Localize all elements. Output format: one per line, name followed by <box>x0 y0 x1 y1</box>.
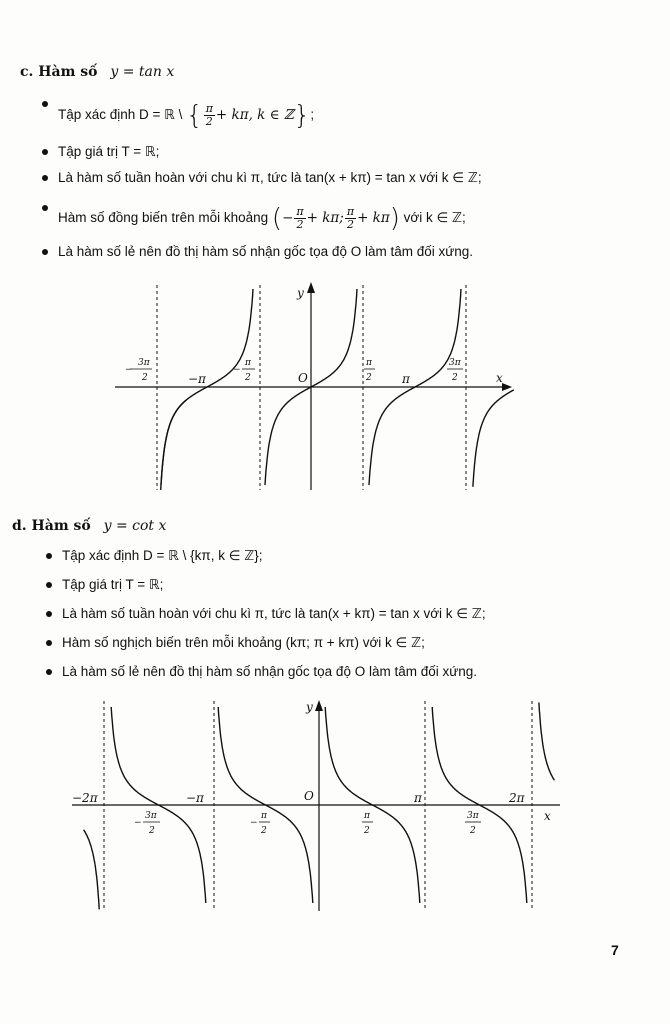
tick-neg-pi-2-minus: − <box>233 365 241 375</box>
tick-neg-pi: −π <box>188 372 206 386</box>
domain-suffix: ; <box>310 107 315 122</box>
fraction-num: π <box>205 101 213 115</box>
y-axis-arrow <box>315 700 323 711</box>
interval-start-fraction <box>294 206 305 231</box>
odd-text: Là hàm số lẻ nên đồ thị hàm số nhận gốc tọa độ O làm tâm đối xứng. <box>58 244 474 259</box>
brace-open-glyph: { <box>186 100 203 131</box>
list-item-monotone <box>44 633 644 653</box>
domain-set-rest: + kπ, k ∈ ℤ <box>215 107 294 123</box>
tick-neg-pi: −π <box>186 791 204 805</box>
heading-label: c. Hàm số <box>20 64 98 80</box>
tick-neg-3pi-2-den: 2 <box>149 826 155 836</box>
list-item-periodic <box>44 604 644 624</box>
tick-neg-pi-2-minus: − <box>250 818 258 828</box>
function-formula: y = tan x <box>110 64 175 80</box>
fraction-den: 2 <box>296 217 304 231</box>
tick-3pi-2-den: 2 <box>452 373 458 383</box>
page-number: 7 <box>611 942 619 958</box>
tick-neg-pi-2-den: 2 <box>245 373 251 383</box>
domain-text: Tập xác định D = ℝ \ {kπ, k ∈ ℤ}; <box>62 548 263 563</box>
range-text: Tập giá trị T = ℝ; <box>58 144 160 159</box>
tick-neg-3pi-2-den: 2 <box>142 373 148 383</box>
tick-pi-2-num: π <box>366 358 372 368</box>
tick-pi-2-den: 2 <box>364 826 370 836</box>
tick-neg-2pi: −2π <box>72 791 98 805</box>
cot-properties-list <box>44 546 644 682</box>
tick-neg-3pi-2-num: 3π <box>145 811 157 821</box>
tick-3pi-2-num: 3π <box>449 358 461 368</box>
tick-2pi: 2π <box>509 791 525 805</box>
origin-label: O <box>304 789 314 803</box>
tick-neg-3pi-2-minus: − <box>125 365 133 375</box>
list-item-domain <box>44 546 644 566</box>
fraction-num: π <box>296 204 304 218</box>
list-item-range <box>40 142 640 162</box>
interval-end-fraction <box>345 206 356 231</box>
tick-3pi-2-den: 2 <box>470 826 476 836</box>
x-axis-label: x <box>496 371 503 385</box>
list-item-monotone <box>40 198 640 238</box>
y-axis-arrow <box>307 282 315 293</box>
list-item-odd <box>44 662 644 682</box>
periodic-text: Là hàm số tuần hoàn với chu kì π, tức là tan(x + kπ) = tan x với k ∈ ℤ; <box>58 170 482 185</box>
tick-pi: π <box>414 791 422 805</box>
odd-text: Là hàm số lẻ nên đồ thị hàm số nhận gốc tọa độ O làm tâm đối xứng. <box>62 664 478 679</box>
tick-neg-pi-2-den: 2 <box>261 826 267 836</box>
y-axis-label: y <box>306 700 313 714</box>
kpi-glyph-2: + kπ <box>357 210 390 226</box>
heading-label: d. Hàm số <box>12 518 91 534</box>
list-item-range <box>44 575 644 595</box>
y-axis-label: y <box>297 286 304 300</box>
list-item-domain <box>40 94 640 136</box>
curve-branch <box>84 830 100 910</box>
cot-graph <box>0 696 670 916</box>
list-item-odd <box>40 242 640 262</box>
section-heading-tan <box>20 64 174 80</box>
paren-open-glyph: ( <box>271 203 283 234</box>
origin-label: O <box>298 371 308 385</box>
minus-glyph: − <box>282 210 294 226</box>
range-text: Tập giá trị T = ℝ; <box>62 577 164 592</box>
section-heading-cot <box>12 518 166 534</box>
fraction-den: 2 <box>346 217 354 231</box>
domain-text: Tập xác định D = ℝ \ <box>58 107 183 122</box>
paren-close-glyph: ) <box>389 203 400 234</box>
fraction-num: π <box>346 204 355 218</box>
x-axis-arrow <box>502 383 512 391</box>
function-formula: y = cot x <box>103 518 167 534</box>
brace-close-glyph: } <box>293 100 311 131</box>
tan-properties-list <box>40 94 640 262</box>
curve-branch <box>539 703 555 781</box>
tick-neg-pi-2-num: π <box>245 358 251 368</box>
pi-over-2-fraction <box>204 103 215 128</box>
tick-neg-3pi-2-minus: − <box>134 818 142 828</box>
curve-branch <box>473 390 514 487</box>
tick-neg-pi-2-num: π <box>261 811 267 821</box>
tick-pi-2-den: 2 <box>366 373 372 383</box>
monotone-suffix: với k ∈ ℤ; <box>403 210 466 225</box>
tick-neg-3pi-2-num: 3π <box>138 358 150 368</box>
tan-graph <box>0 280 670 500</box>
periodic-text: Là hàm số tuần hoàn với chu kì π, tức là tan(x + kπ) = tan x với k ∈ ℤ; <box>62 606 486 621</box>
tan-curves <box>161 289 514 490</box>
asymptotes <box>104 701 532 911</box>
list-item-periodic <box>40 168 640 188</box>
fraction-den: 2 <box>205 114 213 128</box>
kpi-glyph: + kπ; <box>306 210 344 226</box>
x-axis-label: x <box>544 809 551 823</box>
monotone-text: Hàm số đồng biến trên mỗi khoảng <box>58 210 269 225</box>
tick-3pi-2-num: 3π <box>467 811 479 821</box>
monotone-text: Hàm số nghịch biến trên mỗi khoảng (kπ; π + kπ) với k ∈ ℤ; <box>62 635 425 650</box>
tick-pi: π <box>402 372 410 386</box>
tick-pi-2-num: π <box>364 811 370 821</box>
